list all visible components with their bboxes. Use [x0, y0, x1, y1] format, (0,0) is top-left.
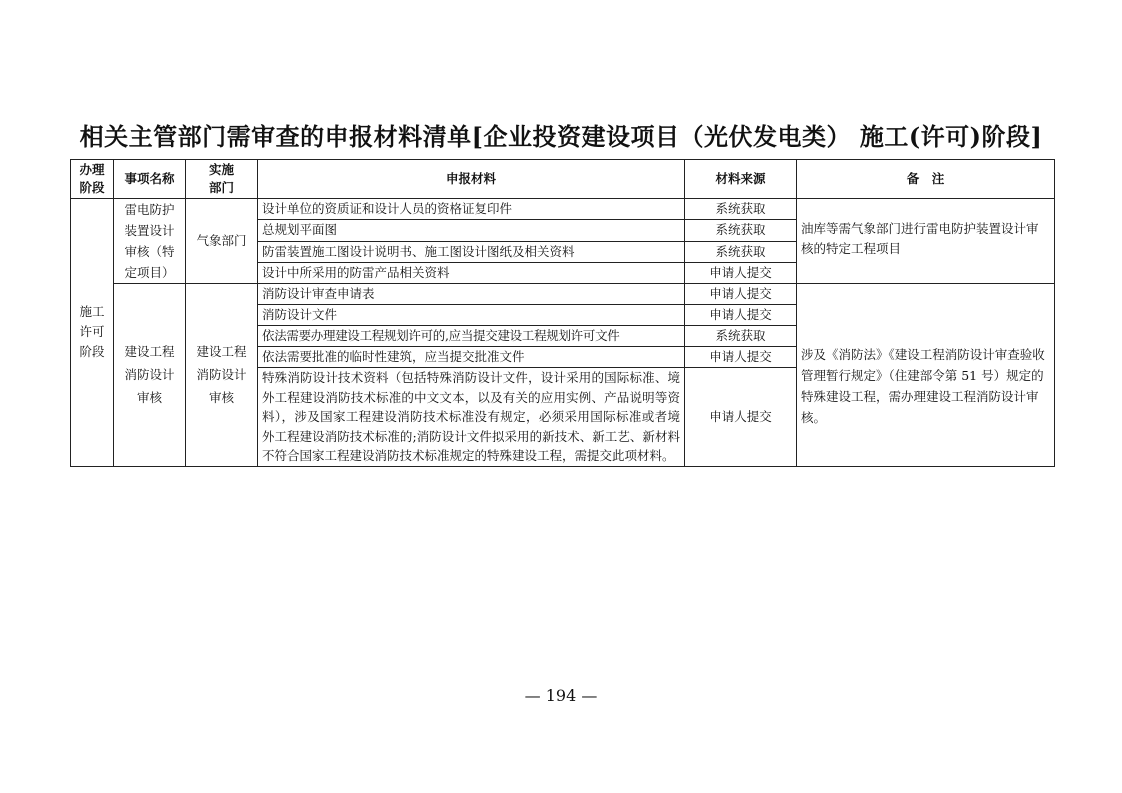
- item-name-line: 消防设计: [124, 367, 175, 383]
- item-name-cell: [114, 199, 186, 284]
- table-header-row: [71, 160, 1055, 199]
- source-cell: 申请人提交: [685, 305, 797, 326]
- table-row: [71, 199, 1055, 220]
- material-cell: 设计中所采用的防雷产品相关资料: [258, 262, 685, 283]
- header-dept-line2: 部门: [208, 180, 234, 195]
- header-dept-line1: 实施: [208, 162, 234, 177]
- dept-line: 消防设计: [196, 367, 247, 383]
- source-cell: 申请人提交: [685, 262, 797, 283]
- item-name-line: 雷电防护: [124, 202, 175, 217]
- page-number: — 194 —: [524, 686, 598, 705]
- item-name-line: 建设工程: [124, 344, 175, 360]
- dept-cell: [186, 284, 258, 467]
- item-name-line: 装置设计: [124, 223, 175, 238]
- dept-line: 审核: [208, 390, 234, 406]
- table-row: [71, 284, 1055, 305]
- material-cell: 消防设计文件: [258, 305, 685, 326]
- header-stage: [71, 160, 114, 199]
- source-cell: 申请人提交: [685, 347, 797, 368]
- source-cell: 系统获取: [685, 199, 797, 220]
- header-source: 材料来源: [685, 160, 797, 199]
- stage-line: 阶段: [79, 344, 105, 360]
- item-name-line: 定项目）: [124, 265, 175, 280]
- material-cell: 总规划平面图: [258, 220, 685, 241]
- header-stage-line2: 阶段: [79, 180, 105, 195]
- item-name-cell: [114, 284, 186, 467]
- source-cell: 系统获取: [685, 241, 797, 262]
- source-cell: 系统获取: [685, 220, 797, 241]
- material-cell: 特殊消防设计技术资料（包括特殊消防设计文件，设计采用的国际标准、境外工程建设消防技术标准的中文文本，以及有关的应用实例、产品说明等资料），涉及国家工程建设消防技术标准没有规定，必须采用国际标准或者境外工程建设消防技术标准的;消防设计文件拟采用的新技术、新工艺、新材料不符合国家工程建设消防技术标准规定的特殊建设工程，需提交此项材料。: [258, 368, 685, 467]
- header-stage-line1: 办理: [79, 162, 105, 177]
- item-name-line: 审核（特: [124, 244, 175, 259]
- source-cell: 系统获取: [685, 326, 797, 347]
- stage-cell: [71, 199, 114, 467]
- material-cell: 依法需要办理建设工程规划许可的,应当提交建设工程规划许可文件: [258, 326, 685, 347]
- source-cell: 申请人提交: [685, 368, 797, 467]
- item-name-line: 审核: [136, 390, 162, 406]
- material-cell: 依法需要批准的临时性建筑，应当提交批准文件: [258, 347, 685, 368]
- dept-cell: 气象部门: [186, 199, 258, 284]
- remarks-cell: 油库等需气象部门进行雷电防护装置设计审核的特定工程项目: [797, 199, 1055, 284]
- source-cell: 申请人提交: [685, 284, 797, 305]
- page-title: 相关主管部门需审查的申报材料清单[企业投资建设项目（光伏发电类） 施工(许可)阶段]: [79, 122, 1043, 151]
- stage-line: 施工: [79, 304, 105, 320]
- material-cell: 设计单位的资质证和设计人员的资格证复印件: [258, 199, 685, 220]
- header-remarks: 备 注: [797, 160, 1055, 199]
- material-cell: 防雷装置施工图设计说明书、施工图设计图纸及相关资料: [258, 241, 685, 262]
- stage-line: 许可: [79, 324, 105, 340]
- materials-table: [70, 159, 1055, 467]
- header-materials: 申报材料: [258, 160, 685, 199]
- header-dept: [186, 160, 258, 199]
- remarks-cell: 涉及《消防法》《建设工程消防设计审查验收管理暂行规定》（住建部令第 51 号）规定的特殊建设工程，需办理建设工程消防设计审核。: [797, 284, 1055, 467]
- material-cell: 消防设计审查申请表: [258, 284, 685, 305]
- header-item-name: 事项名称: [114, 160, 186, 199]
- dept-line: 建设工程: [196, 344, 247, 360]
